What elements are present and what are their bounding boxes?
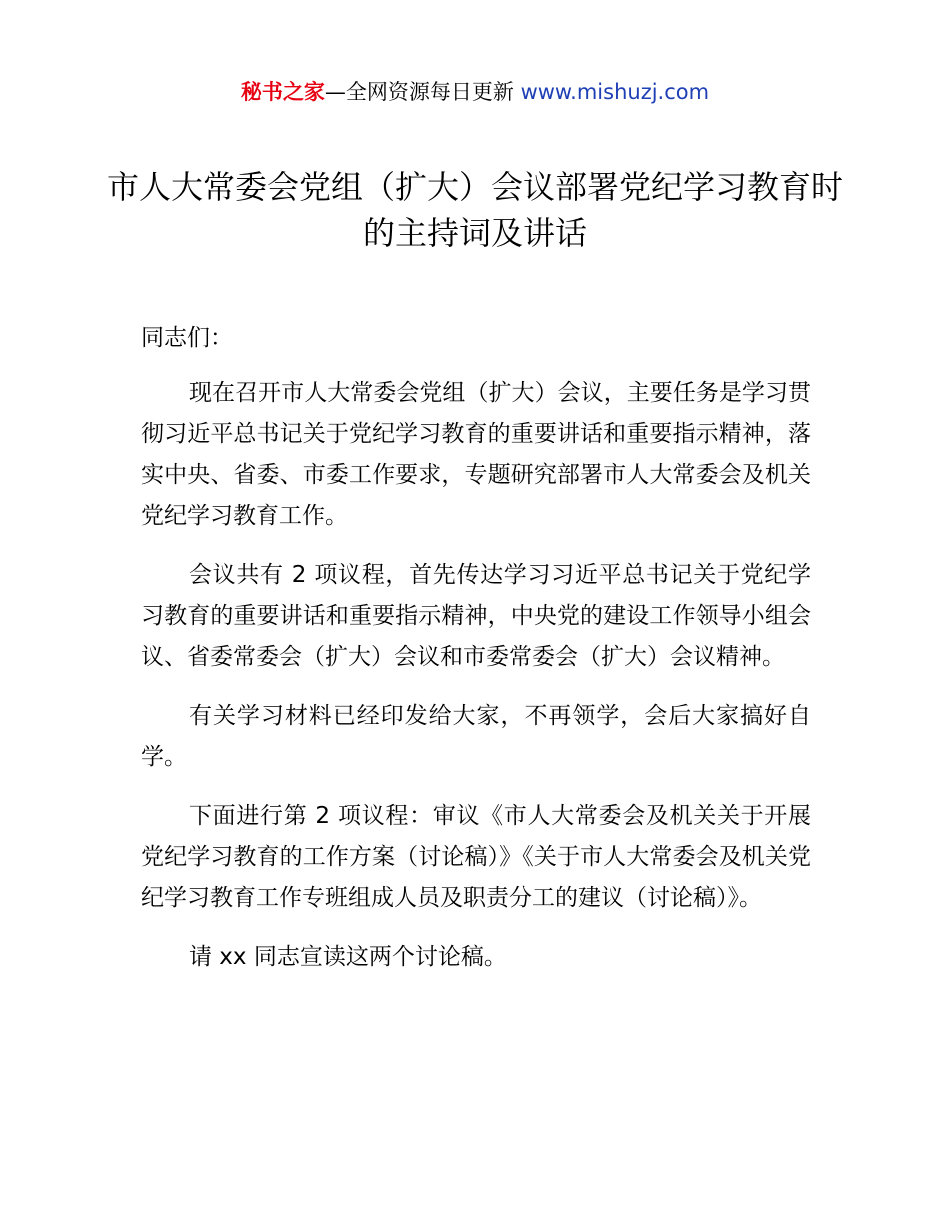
paragraph-agenda-one: 会议共有 2 项议程，首先传达学习习近平总书记关于党纪学习教育的重要讲话和重要指示精神，中央党的建设工作领导小组会议、省委常委会（扩大）会议和市委常委会（扩大）会议精神。: [141, 562, 811, 670]
site-header: [0, 76, 950, 108]
document-title: 市人大常委会党组（扩大）会议部署党纪学习教育时的主持词及讲话: [106, 168, 843, 252]
site-url-link[interactable]: www.mishuzj.com: [520, 80, 710, 104]
paragraph-materials: 有关学习材料已经印发给大家，不再领学，会后大家搞好自学。: [141, 703, 811, 770]
document-body: [141, 318, 811, 996]
paragraph-opening: 现在召开市人大常委会党组（扩大）会议，主要任务是学习贯彻习近平总书记关于党纪学习教育的重要讲话和重要指示精神，落实中央、省委、市委工作要求，专题研究部署市人大常委会及机关党纪学习教育工作。: [141, 380, 811, 529]
paragraph-reading-request: 请 xx 同志宣读这两个讨论稿。: [189, 944, 507, 970]
header-tagline: —全网资源每日更新: [324, 80, 521, 104]
greeting: 同志们：: [141, 325, 233, 351]
paragraph-agenda-two: 下面进行第 2 项议程：审议《市人大常委会及机关关于开展党纪学习教育的工作方案（讨论稿）》《关于市人大常委会及机关党纪学习教育工作专班组成人员及职责分工的建议（讨论稿）》。: [141, 803, 811, 911]
brand-name: 秘书之家: [240, 80, 325, 104]
